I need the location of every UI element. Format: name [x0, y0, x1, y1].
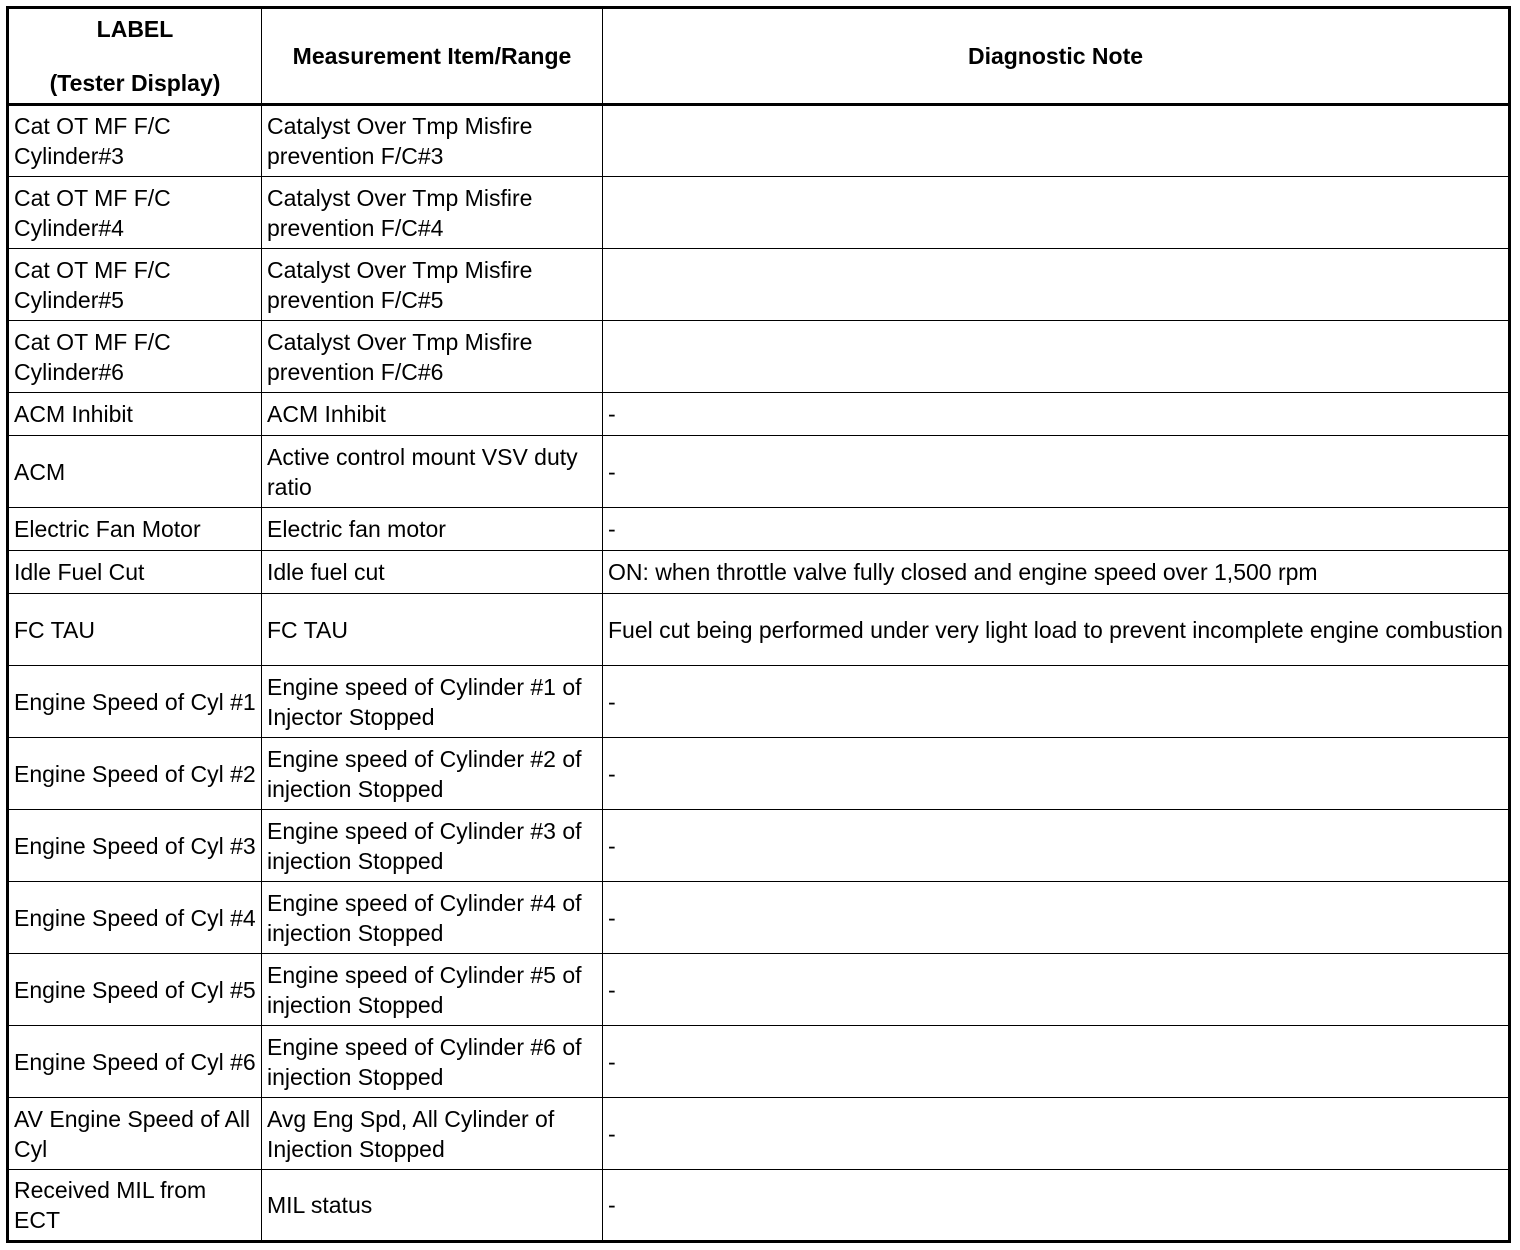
table-row: [8, 508, 1510, 551]
measurement-cell: ACM Inhibit: [262, 393, 603, 436]
measurement-cell: MIL status: [262, 1170, 603, 1242]
label-cell: ACM Inhibit: [8, 393, 262, 436]
note-cell: [603, 105, 1510, 177]
measurement-cell: Catalyst Over Tmp Misfire prevention F/C#4: [262, 177, 603, 249]
measurement-cell: Engine speed of Cylinder #2 of injection Stopped: [262, 738, 603, 810]
note-cell: -: [603, 882, 1510, 954]
note-cell: -: [603, 666, 1510, 738]
label-cell: Engine Speed of Cyl #6: [8, 1026, 262, 1098]
note-cell: -: [603, 738, 1510, 810]
label-cell: Engine Speed of Cyl #1: [8, 666, 262, 738]
note-cell: Fuel cut being performed under very light load to prevent incomplete engine combustion: [603, 594, 1510, 666]
note-cell: [603, 177, 1510, 249]
label-header-line2: (Tester Display): [49, 70, 221, 96]
label-cell: Cat OT MF F/C Cylinder#4: [8, 177, 262, 249]
measurement-column-header: Measurement Item/Range: [262, 8, 603, 105]
diagnostic-data-table: [6, 6, 1511, 1243]
note-cell: -: [603, 1098, 1510, 1170]
measurement-cell: Catalyst Over Tmp Misfire prevention F/C#5: [262, 249, 603, 321]
table-row: [8, 321, 1510, 393]
measurement-cell: Engine speed of Cylinder #6 of injection Stopped: [262, 1026, 603, 1098]
label-cell: Engine Speed of Cyl #4: [8, 882, 262, 954]
label-cell: Engine Speed of Cyl #3: [8, 810, 262, 882]
measurement-cell: Avg Eng Spd, All Cylinder of Injection Stopped: [262, 1098, 603, 1170]
note-cell: -: [603, 436, 1510, 508]
note-cell: -: [603, 1170, 1510, 1242]
label-cell: Engine Speed of Cyl #2: [8, 738, 262, 810]
label-cell: ACM: [8, 436, 262, 508]
label-cell: Idle Fuel Cut: [8, 551, 262, 594]
table-row: [8, 249, 1510, 321]
measurement-cell: Engine speed of Cylinder #5 of injection Stopped: [262, 954, 603, 1026]
table-row: [8, 1026, 1510, 1098]
measurement-cell: Engine speed of Cylinder #4 of injection Stopped: [262, 882, 603, 954]
label-cell: Cat OT MF F/C Cylinder#3: [8, 105, 262, 177]
table-row: [8, 882, 1510, 954]
measurement-cell: Engine speed of Cylinder #1 of Injector Stopped: [262, 666, 603, 738]
label-column-header: [8, 8, 262, 105]
label-cell: Cat OT MF F/C Cylinder#5: [8, 249, 262, 321]
note-cell: -: [603, 393, 1510, 436]
table-row: [8, 666, 1510, 738]
table-row: [8, 393, 1510, 436]
measurement-cell: FC TAU: [262, 594, 603, 666]
measurement-cell: Electric fan motor: [262, 508, 603, 551]
note-cell: -: [603, 1026, 1510, 1098]
label-cell: Engine Speed of Cyl #5: [8, 954, 262, 1026]
label-cell: Electric Fan Motor: [8, 508, 262, 551]
label-cell: FC TAU: [8, 594, 262, 666]
label-header-line1: LABEL: [96, 16, 174, 42]
label-cell: Cat OT MF F/C Cylinder#6: [8, 321, 262, 393]
table-row: [8, 1170, 1510, 1242]
table-row: [8, 1098, 1510, 1170]
table-header-row: [8, 8, 1510, 105]
measurement-cell: Catalyst Over Tmp Misfire prevention F/C#6: [262, 321, 603, 393]
table-row: [8, 551, 1510, 594]
note-cell: -: [603, 508, 1510, 551]
table-row: [8, 810, 1510, 882]
table-row: [8, 954, 1510, 1026]
note-cell: [603, 249, 1510, 321]
measurement-cell: Idle fuel cut: [262, 551, 603, 594]
label-cell: AV Engine Speed of All Cyl: [8, 1098, 262, 1170]
note-cell: [603, 321, 1510, 393]
measurement-cell: Active control mount VSV duty ratio: [262, 436, 603, 508]
note-cell: -: [603, 810, 1510, 882]
note-cell: ON: when throttle valve fully closed and engine speed over 1,500 rpm: [603, 551, 1510, 594]
table-row: [8, 436, 1510, 508]
table-row: [8, 738, 1510, 810]
note-cell: -: [603, 954, 1510, 1026]
table-row: [8, 177, 1510, 249]
measurement-cell: Catalyst Over Tmp Misfire prevention F/C#3: [262, 105, 603, 177]
measurement-cell: Engine speed of Cylinder #3 of injection Stopped: [262, 810, 603, 882]
note-column-header: Diagnostic Note: [603, 8, 1510, 105]
table-row: [8, 594, 1510, 666]
label-cell: Received MIL from ECT: [8, 1170, 262, 1242]
table-row: [8, 105, 1510, 177]
